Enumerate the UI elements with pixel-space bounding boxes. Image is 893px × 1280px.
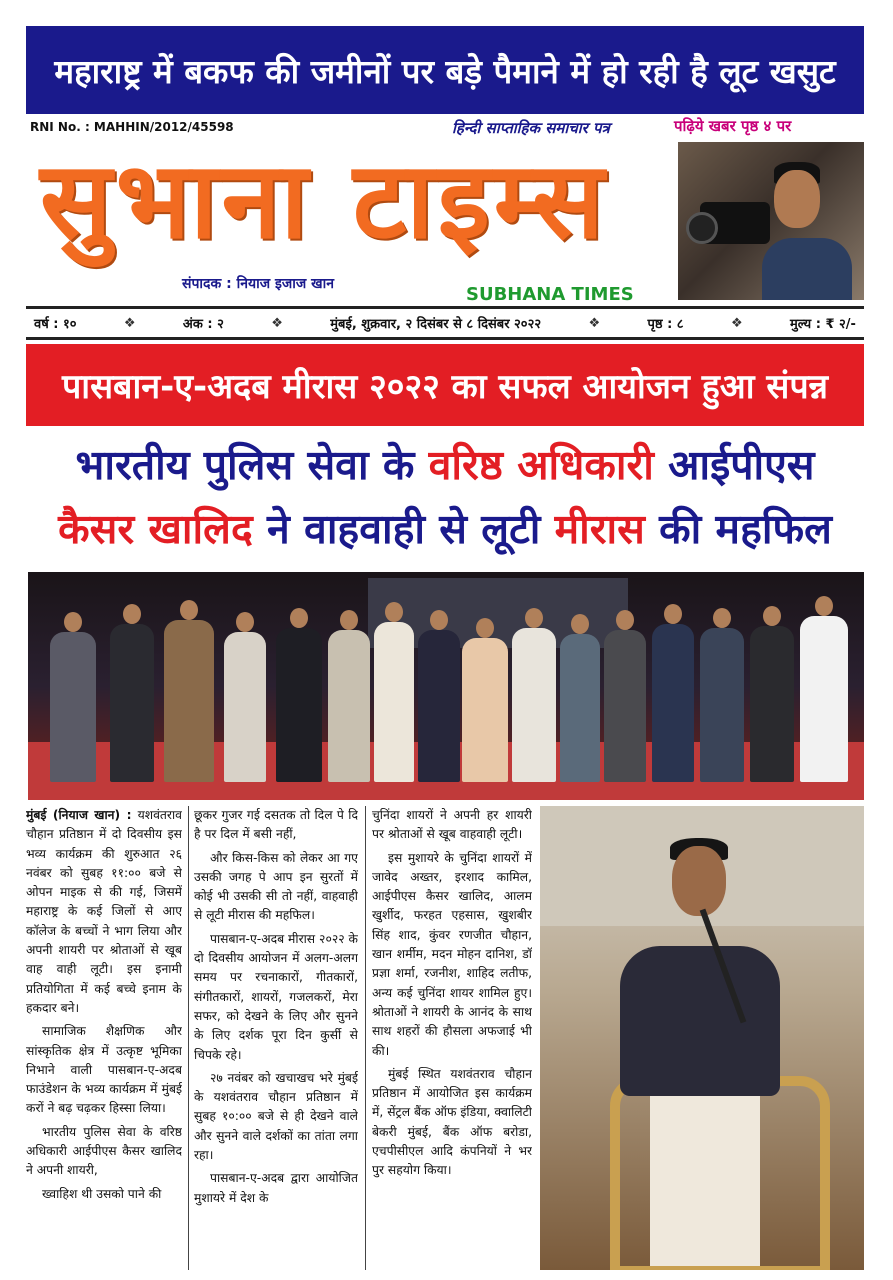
article-paragraph: भारतीय पुलिस सेवा के वरिष्ठ अधिकारी आईपीएस कैसर खालिद ने अपनी शायरी, (26, 1124, 182, 1178)
column-divider (188, 806, 189, 1270)
guest-head (616, 610, 634, 630)
guest-figure (224, 632, 266, 782)
guest-figure (652, 624, 694, 782)
headline-1-part-3: आईपीएस (653, 441, 815, 489)
guest-figure (50, 632, 96, 782)
issue-price: मुल्य : ₹ २/- (789, 317, 856, 332)
article-paragraph: २७ नवंबर को खचाखच भरे मुंबई के यशवंतराव चौहान प्रतिष्ठान में सुबह १०:०० बजे से ही देखने वाले और सुनने वाले दर्शकों का तांता लगा रहा। (194, 1070, 358, 1163)
masthead-title: सुभाना टाइम्स (40, 139, 608, 262)
photo-jacket (620, 946, 780, 1096)
article-paragraph: इस मुशायरे के चुनिंदा शायरों में जावेद अख्तर, इरशाद कामिल, आईपीएस कैसर खालिद, आलम खुर्शीद, फरहत एहसास, खुशबीर सिंह शाद, कुंवर रणजीत चौहान, खान शर्मीम, मदन मोहन दानिश, डॉ प्रज्ञा शर्मा, रजनीश, शाहिद लतीफ, अन्य कई चुनिंदा शायर शामिल हुए। श्रोताओं ने शायरी के आनंद के साथ साथ शहरों की हौसला अफजाई भी की। (372, 850, 532, 1058)
guest-figure (604, 630, 646, 782)
guest-head (385, 602, 403, 622)
guest-head (290, 608, 308, 628)
masthead-english: SUBHANA TIMES (466, 284, 634, 305)
guest-head (476, 618, 494, 638)
guest-head (815, 596, 833, 616)
article-column-2 (194, 806, 358, 1270)
issue-number: अंक : २ (182, 317, 224, 332)
event-group-photo (28, 572, 864, 800)
headline-1-part-1: भारतीय पुलिस सेवा के (75, 441, 429, 489)
guest-figure (164, 620, 214, 782)
article-column-1 (26, 806, 182, 1270)
article-paragraph: पासबान-ए-अदब मीरास २०२२ के दो दिवसीय आयोजन में अलग-अलग समय पर रचनाकारों, गीतकारों, संगीतकारों, शायरों, गजलकरों, मेरा सफर, को देखने के लिए और सुनने के लिए दर्शक पूरा दिन कुर्सी से चिपके रहे। (194, 931, 358, 1062)
guest-figure (800, 616, 848, 782)
weekly-tagline: हिन्दी साप्ताहिक समाचार पत्र (452, 119, 610, 137)
main-headline-line-2 (26, 500, 864, 556)
photo-trousers (650, 1096, 760, 1266)
guest-figure (276, 628, 322, 782)
guest-figure (700, 628, 744, 782)
article-column-3 (372, 806, 532, 1270)
guest-figure (512, 628, 556, 782)
top-banner-headline: महाराष्ट्र में बकफ की जमीनों पर बड़े पैमाने में हो रही है लूट खसुट (26, 26, 864, 114)
article-paragraph: सामाजिक शैक्षणिक और सांस्कृतिक क्षेत्र में उत्कृष्ट भूमिका निभाने वाली पासबान-ए-अदब फाउंडेशन के भव्य कार्यक्रम में मुंबई करों ने बढ़ चढ़कर हिस्सा लिया। (26, 1024, 182, 1116)
photo-face (672, 846, 726, 916)
article-paragraph: यशवंतराव चौहान प्रतिष्ठान में दो दिवसीय इस भव्य कार्यक्रम की शुरुआत २६ नवंबर को सुबह ११:०० बजे से ओपन माइक से की गई, जिसमें महाराष्ट्र के कई जिलों से आए कॉलेज के बच्चों ने भाग लिया और अपनी शायरी पर श्रोताओं से खूब वाह वाही लूटी। इस इनामी प्रतियोगिता में कई बच्चे इनाम के हकदार बने। (26, 808, 182, 1015)
article-paragraph: ख्वाहिश थी उसको पाने की (42, 1186, 162, 1201)
editor-credit: संपादक : नियाज इजाज खान (182, 276, 334, 292)
cameraman-photo (678, 142, 864, 300)
headline-2-part-3: मीरास (554, 505, 645, 553)
article-paragraph: मुंबई स्थित यशवंतराव चौहान प्रतिष्ठान में आयोजित इस कार्यक्रम में, सेंट्रल बैंक ऑफ इंडिया, क्वालिटी बेकरी मुंबई, बैंक ऑफ बरोडा, एचपीसीएल आदि कंपनियों ने भर पुर सहयोग किया। (372, 1066, 532, 1178)
article-dateline: मुंबई (नियाज खान) : (26, 808, 132, 822)
guest-figure (328, 630, 370, 782)
headline-1-part-2: वरिष्ठ अधिकारी (428, 441, 654, 489)
event-banner-headline: पासबान-ए-अदब मीरास २०२२ का सफल आयोजन हुआ संपन्न (26, 344, 864, 426)
headline-2-part-2: ने वाहवाही से लूटी (252, 505, 555, 553)
photo-face (774, 170, 820, 228)
separator-icon: ❖ (588, 315, 601, 331)
column-divider (365, 806, 366, 1270)
main-headline-line-1 (26, 436, 864, 492)
separator-icon: ❖ (123, 315, 136, 331)
guest-head (664, 604, 682, 624)
article-paragraph: और किस-किस को लेकर आ गए उसकी जगह पे आप इन सुरतों में कोई भी उसकी सी तो नहीं, वाहवाही से लूटी मीरास की महफिल। (194, 850, 358, 923)
read-more-note: पढ़िये खबर पृष्ठ ४ पर (674, 117, 792, 135)
rni-number: RNI No. : MAHHIN/2012/45598 (30, 120, 234, 134)
guest-figure (418, 630, 460, 782)
poet-photo (540, 806, 864, 1270)
issue-date: मुंबई, शुक्रवार, २ दिसंबर से ८ दिसंबर २०२२ (330, 317, 542, 332)
photo-body (762, 238, 852, 300)
guest-figure (110, 624, 154, 782)
guest-head (571, 614, 589, 634)
guest-head (430, 610, 448, 630)
guest-figure (462, 638, 508, 782)
headline-2-part-4: की महफिल (644, 505, 832, 553)
guest-head (525, 608, 543, 628)
article-paragraph: छूकर गुजर गई दसतक तो दिल पे दि है पर दिल में बसी नहीं, (194, 808, 358, 842)
issue-info-bar (26, 306, 864, 340)
guest-figure (374, 622, 414, 782)
guest-head (123, 604, 141, 624)
guest-head (713, 608, 731, 628)
issue-year: वर्ष : १० (34, 317, 77, 332)
separator-icon: ❖ (730, 315, 743, 331)
guest-figure (750, 626, 794, 782)
guest-head (180, 600, 198, 620)
article-paragraph: चुनिंदा शायरों ने अपनी हर शायरी पर श्रोताओं से खूब वाहवाही लूटी। (372, 808, 532, 842)
headline-2-part-1: कैसर खालिद (58, 505, 253, 553)
camera-lens-icon (686, 212, 718, 244)
guest-head (340, 610, 358, 630)
guest-head (236, 612, 254, 632)
issue-pages: पृष्ठ : ८ (647, 317, 684, 332)
article-body (26, 806, 532, 1270)
guest-head (763, 606, 781, 626)
guest-head (64, 612, 82, 632)
article-paragraph: पासबान-ए-अदब द्वारा आयोजित मुशायरे में देश के (194, 1171, 358, 1205)
guest-figure (560, 634, 600, 782)
separator-icon: ❖ (271, 315, 283, 331)
